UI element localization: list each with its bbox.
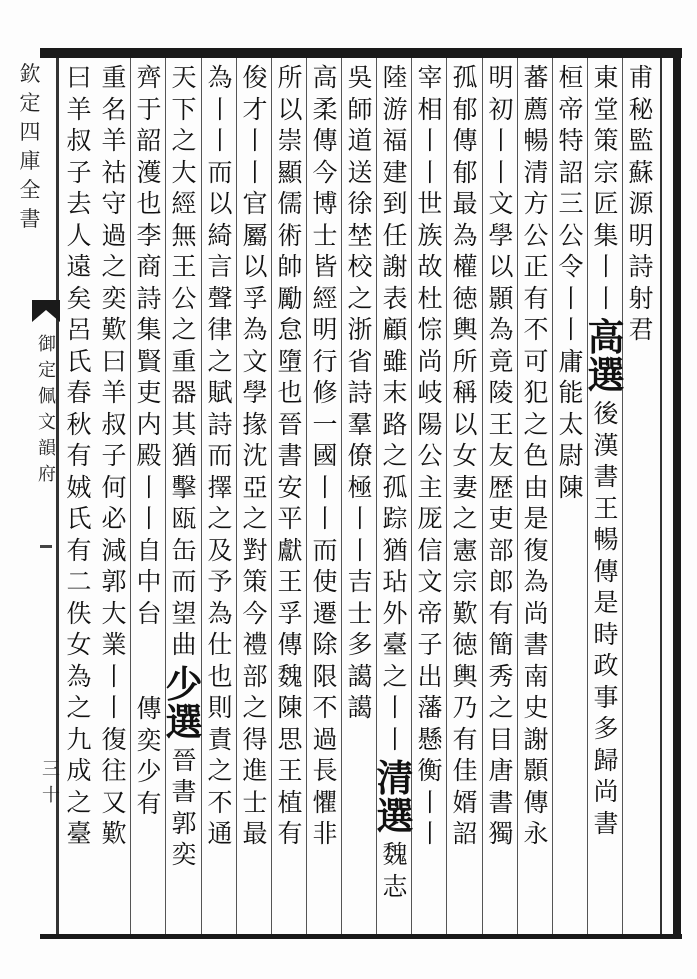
column-text: 俊 才 丨 丨 官 屬 以 孚 為 文 學 掾 沈 亞 之 對 策 今 禮 部 之 得 進 士 最 [242,63,268,848]
top-border [40,48,682,58]
text-column-10 [308,62,342,932]
column-text: 東 堂 策 宗 匠 集 丨 丨 [593,63,619,313]
edge-book-title: 欽 定 四 庫 全 書 [19,62,41,231]
text-column-12 [238,62,272,932]
text-column-17 [62,62,96,932]
column-text: 明 初 丨 丨 文 學 以 顥 為 竟 陵 王 友 歴 吏 部 郎 有 簡 秀 之 目 唐 書 獨 [488,63,514,848]
text-column-3 [554,62,588,932]
column-text: 桓 帝 特 詔 三 公 令 丨 丨 庸 能 太 尉 陳 [558,63,584,502]
column-divider [482,58,483,934]
bottom-border [40,934,682,939]
text-column-7 [413,62,447,932]
column-text-cont: 晉 書 郭 奕 [171,745,197,869]
entry-heading: 少 選 [165,661,203,744]
column-text: 吳 師 道 送 徐 埜 校 之 浙 省 詩 羣 僚 極 丨 丨 吉 士 多 譪 譪 [347,63,373,722]
text-column-14 [167,62,201,932]
text-column-6 [448,62,482,932]
text-column-9 [343,62,377,932]
right-inner-border [660,58,662,934]
text-column-2 [589,62,623,932]
entry-heading: 清 選 [376,756,414,838]
column-text: 為 丨 丨 而 以 綺 言 聲 律 之 賦 詩 而 擇 之 及 予 為 仕 也 則 責 之 不 通 [207,63,233,848]
edge-page-number: 三十 [42,759,60,806]
column-text-cont: 傳 奕 少 有 [136,694,162,818]
column-text: 曰 羊 叔 子 去 人 遠 矣 呂 氏 春 秋 有 娀 氏 有 二 佚 女 為 之 九 成 之 臺 [66,63,92,848]
text-column-8 [378,62,412,932]
text-column-11 [273,62,307,932]
column-text: 所 以 崇 顯 儒 術 帥 勵 怠 墮 也 晉 書 安 平 獻 王 孚 傳 魏 陳 思 王 植 有 [277,63,303,848]
text-column-1 [624,62,658,932]
column-text: 孤 郁 傳 郁 最 為 權 徳 輿 所 稱 以 女 妻 之 憲 宗 歎 徳 輿 乃 有 佳 婿 詔 [452,63,478,848]
column-text-cont: 魏 志 [382,840,408,901]
entry-heading: 高 選 [587,315,625,397]
text-column-13 [203,62,237,932]
column-text-cont: 後 漢 書 王 暢 傳 是 時 政 事 多 歸 尚 書 [593,399,619,838]
text-column-16 [97,62,131,932]
column-text: 重 名 羊 祜 守 過 之 奕 歎 曰 羊 叔 子 何 必 減 郭 大 業 丨 丨 復 往 又 歎 [101,63,127,848]
text-column-5 [484,62,518,932]
column-text: 宰 相 丨 丨 世 族 故 杜 悰 尚 岐 陽 公 主 厐 信 文 帝 子 出 藩 懸 衡 丨 丨 [417,63,443,848]
column-text: 甫 秘 監 蘇 源 明 詩 射 君 [628,63,654,344]
text-column-4 [519,62,553,932]
column-text: 天 下 之 大 經 無 王 公 之 重 器 其 猶 擊 瓯 缶 而 望 曲 [171,63,197,659]
column-text: 陸 游 福 建 到 任 謝 表 顧 雖 末 路 之 孤 踪 猶 玷 外 臺 之 丨 丨 [382,63,408,754]
fishtail-mark-icon [32,300,60,322]
text-column-15 [132,62,166,932]
column-text: 齊 于 韶 濩 也 李 商 詩 集 賢 吏 内 殿 丨 丨 自 中 台 [136,63,162,628]
column-divider [201,58,202,934]
right-border [673,48,681,939]
edge-mark [40,545,52,548]
column-text: 蕃 薦 暢 清 方 公 正 有 不 可 犯 之 色 由 是 復 為 尚 書 南 史 謝 顥 傳 永 [523,63,549,848]
column-text: 高 柔 傳 今 博 士 皆 經 明 行 修 一 國 丨 丨 而 使 遷 除 限 不 過 長 懼 非 [312,63,338,848]
edge-book-subtitle: 御 定 佩 文 韻 府 [38,334,56,485]
